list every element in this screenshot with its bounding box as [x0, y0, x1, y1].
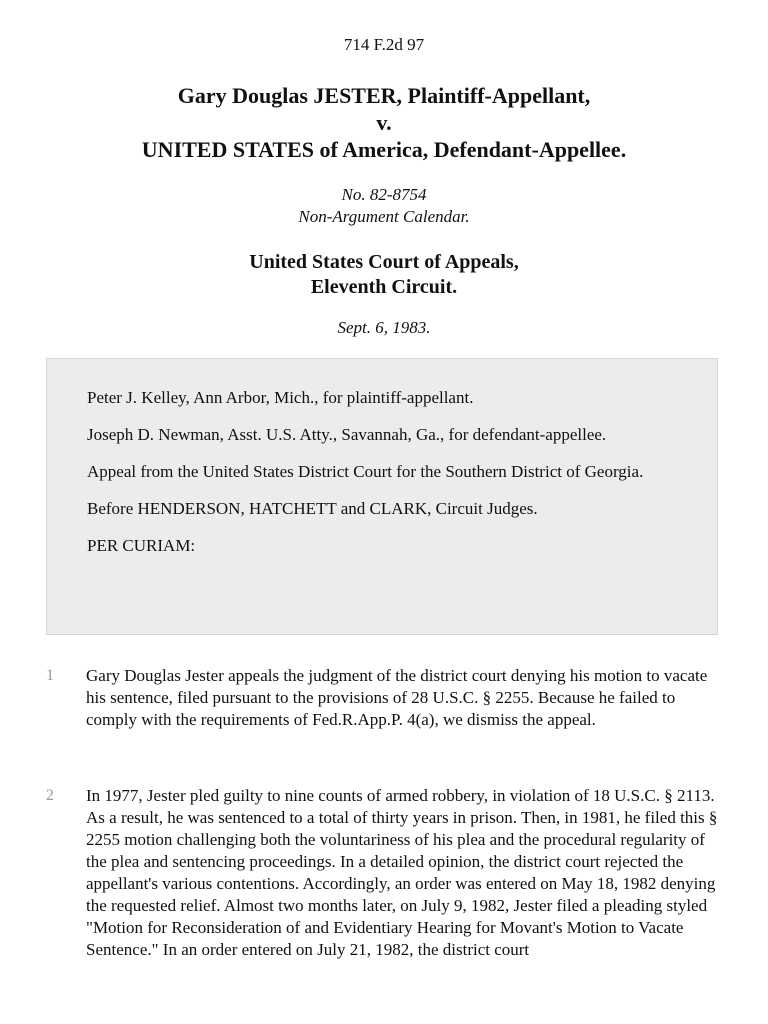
decision-date: Sept. 6, 1983.: [337, 318, 431, 337]
appellant-line: Gary Douglas JESTER, Plaintiff-Appellant,: [177, 83, 591, 108]
docket-calendar: Non-Argument Calendar.: [298, 207, 470, 226]
counsel-header-box: [46, 358, 718, 635]
paragraph-text: In 1977, Jester pled guilty to nine counts of armed robbery, in violation of 18 U.S.C. § 2113. As a result, he was sentenced to a total of thirty years in prison. Then, in 1981, he filed this § 2255 motion challenging both the voluntariness of his plea and the procedural regularity of the plea and sentencing proceedings. In a detailed opinion, the district court rejected the appellant's various contentions. Accordingly, an order was entered on May 18, 1982 denying the requested relief. Almost two months later, on July 9, 1982, Jester filed a pleading styled "Motion for Reconsideration of and Evidentiary Hearing for Movant's Motion to Vacate Sentence." In an order entered on July 21, 1982, the district court: [86, 786, 718, 959]
court-name-line2: Eleventh Circuit.: [310, 276, 458, 298]
paragraph-text: Gary Douglas Jester appeals the judgment of the district court denying his motion to vacate his sentence, filed pursuant to the provisions of 28 U.S.C. § 2255. Because he failed to comply with the requirements of Fed.R.App.P. 4(a), we dismiss the appeal.: [86, 666, 708, 729]
docket-info: [0, 184, 768, 228]
paragraph-number: 2: [46, 787, 54, 804]
case-caption: [0, 82, 768, 163]
versus-line: v.: [376, 110, 392, 135]
appeal-from: Appeal from the United States District Court for the Southern District of Georgia.: [87, 462, 644, 481]
judges-panel: Before HENDERSON, HATCHETT and CLARK, Circuit Judges.: [87, 499, 538, 518]
appellee-line: UNITED STATES of America, Defendant-Appellee.: [141, 137, 627, 162]
case-citation: 714 F.2d 97: [343, 35, 425, 54]
court-name: [0, 250, 768, 300]
appellant-counsel: Peter J. Kelley, Ann Arbor, Mich., for plaintiff-appellant.: [87, 388, 474, 407]
paragraph-number: 1: [46, 667, 54, 684]
per-curiam: PER CURIAM:: [87, 536, 196, 555]
appellee-counsel: Joseph D. Newman, Asst. U.S. Atty., Savannah, Ga., for defendant-appellee.: [87, 425, 607, 444]
court-name-line1: United States Court of Appeals,: [249, 251, 519, 273]
docket-number: No. 82-8754: [341, 185, 427, 204]
